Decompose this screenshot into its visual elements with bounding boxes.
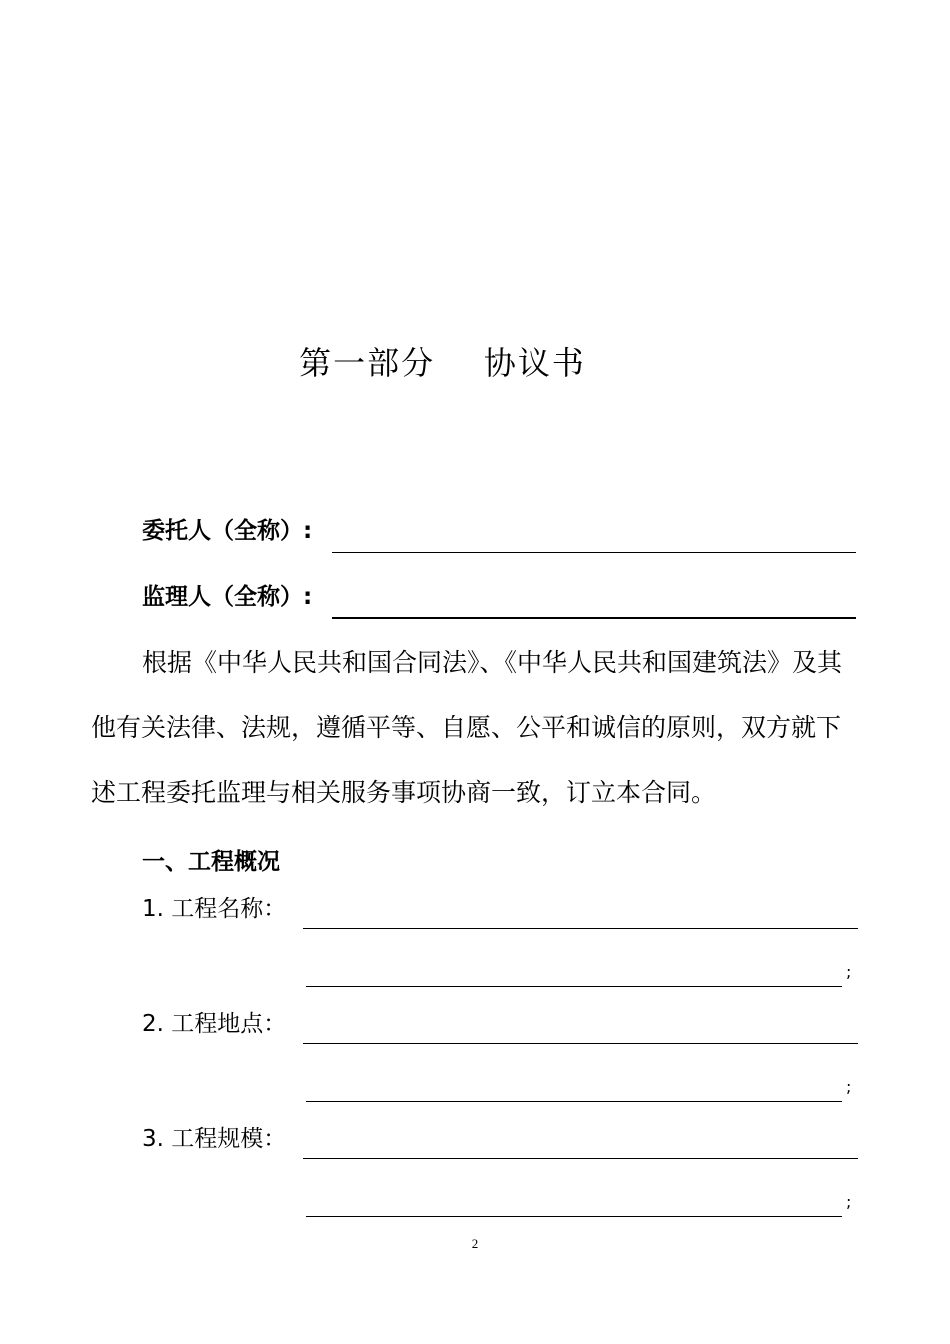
page-number: 2 [471, 1236, 479, 1251]
client-label: 委托人（全称）: [142, 518, 313, 544]
project-name-field[interactable] [303, 928, 858, 929]
item-terminator: ; [846, 1192, 852, 1211]
supervisor-name-field[interactable] [332, 617, 856, 619]
project-name-label: 1. 工程名称： [142, 896, 287, 922]
project-location-field-continued[interactable] [306, 1101, 842, 1102]
document-title: 第一部分 协议书 [299, 344, 586, 382]
intro-paragraph-line-2: 他有关法律、法规，遵循平等、自愿、公平和诚信的原则，双方就下 [91, 713, 842, 742]
project-location-label: 2. 工程地点： [142, 1011, 287, 1037]
item-terminator: ; [846, 1077, 852, 1096]
project-location-field[interactable] [303, 1043, 858, 1044]
project-scale-label: 3. 工程规模： [142, 1126, 287, 1152]
intro-paragraph-line-3: 述工程委托监理与相关服务事项协商一致，订立本合同。 [91, 778, 717, 807]
project-name-field-continued[interactable] [306, 986, 842, 987]
project-scale-field-continued[interactable] [306, 1216, 842, 1217]
intro-paragraph-line-1: 根据《中华人民共和国合同法》、《中华人民共和国建筑法》及其 [142, 648, 843, 677]
supervisor-label: 监理人（全称）: [142, 584, 313, 610]
client-name-field[interactable] [332, 552, 856, 553]
project-scale-field[interactable] [303, 1158, 858, 1159]
item-terminator: ; [846, 962, 852, 981]
section-heading: 一、工程概况 [142, 849, 280, 875]
